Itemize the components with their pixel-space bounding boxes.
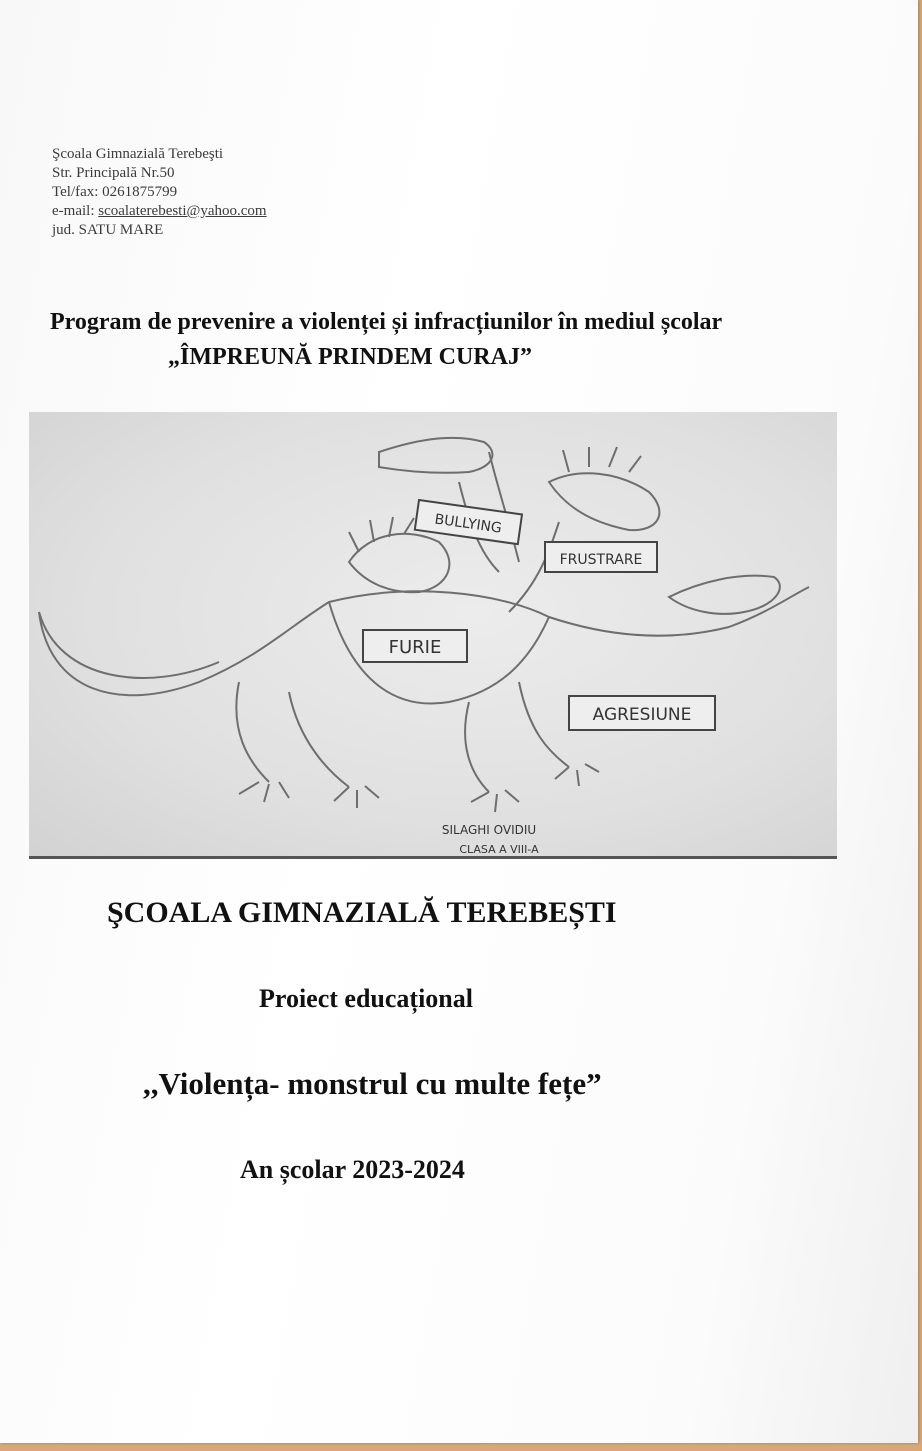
school-contact-header — [52, 145, 267, 240]
label-frustrare — [545, 542, 657, 572]
project-title: ,,Violența- monstrul cu multe fețe” — [143, 1066, 602, 1101]
header-address: Str. Principală Nr.50 — [52, 165, 175, 181]
header-county: jud. SATU MARE — [52, 222, 164, 238]
header-email-label: e-mail: — [52, 203, 99, 219]
label-agresiune — [569, 696, 715, 730]
artist-signature: SILAGHI OVIDIU — [441, 823, 537, 837]
dragon-drawing — [29, 412, 837, 859]
label-bullying-text: BULLYING — [433, 511, 503, 537]
school-name: ŞCOALA GIMNAZIALĂ TEREBEȘTI — [107, 896, 617, 929]
header-school-name: Şcoala Gimnazială Terebeşti — [52, 146, 224, 162]
label-furie-text: FURIE — [388, 637, 442, 658]
header-email-link[interactable]: scoalaterebesti@yahoo.com — [98, 203, 267, 219]
program-name: „ÎMPREUNĂ PRINDEM CURAJ” — [168, 344, 532, 370]
project-type: Proiect educațional — [259, 984, 473, 1013]
label-agresiune-text: AGRESIUNE — [592, 705, 692, 725]
header-phone: Tel/fax: 0261875799 — [52, 184, 178, 200]
header-email-line — [52, 202, 267, 221]
dragon-illustration — [29, 412, 837, 859]
label-furie — [363, 630, 467, 662]
label-frustrare-text: FRUSTRARE — [559, 552, 643, 568]
program-title: Program de prevenire a violenței și infracțiunilor în mediul școlar — [50, 309, 723, 335]
school-year: An școlar 2023-2024 — [240, 1155, 465, 1184]
artist-class: CLASA A VIII-A — [459, 843, 539, 856]
dragon-body-sketch — [39, 438, 809, 812]
